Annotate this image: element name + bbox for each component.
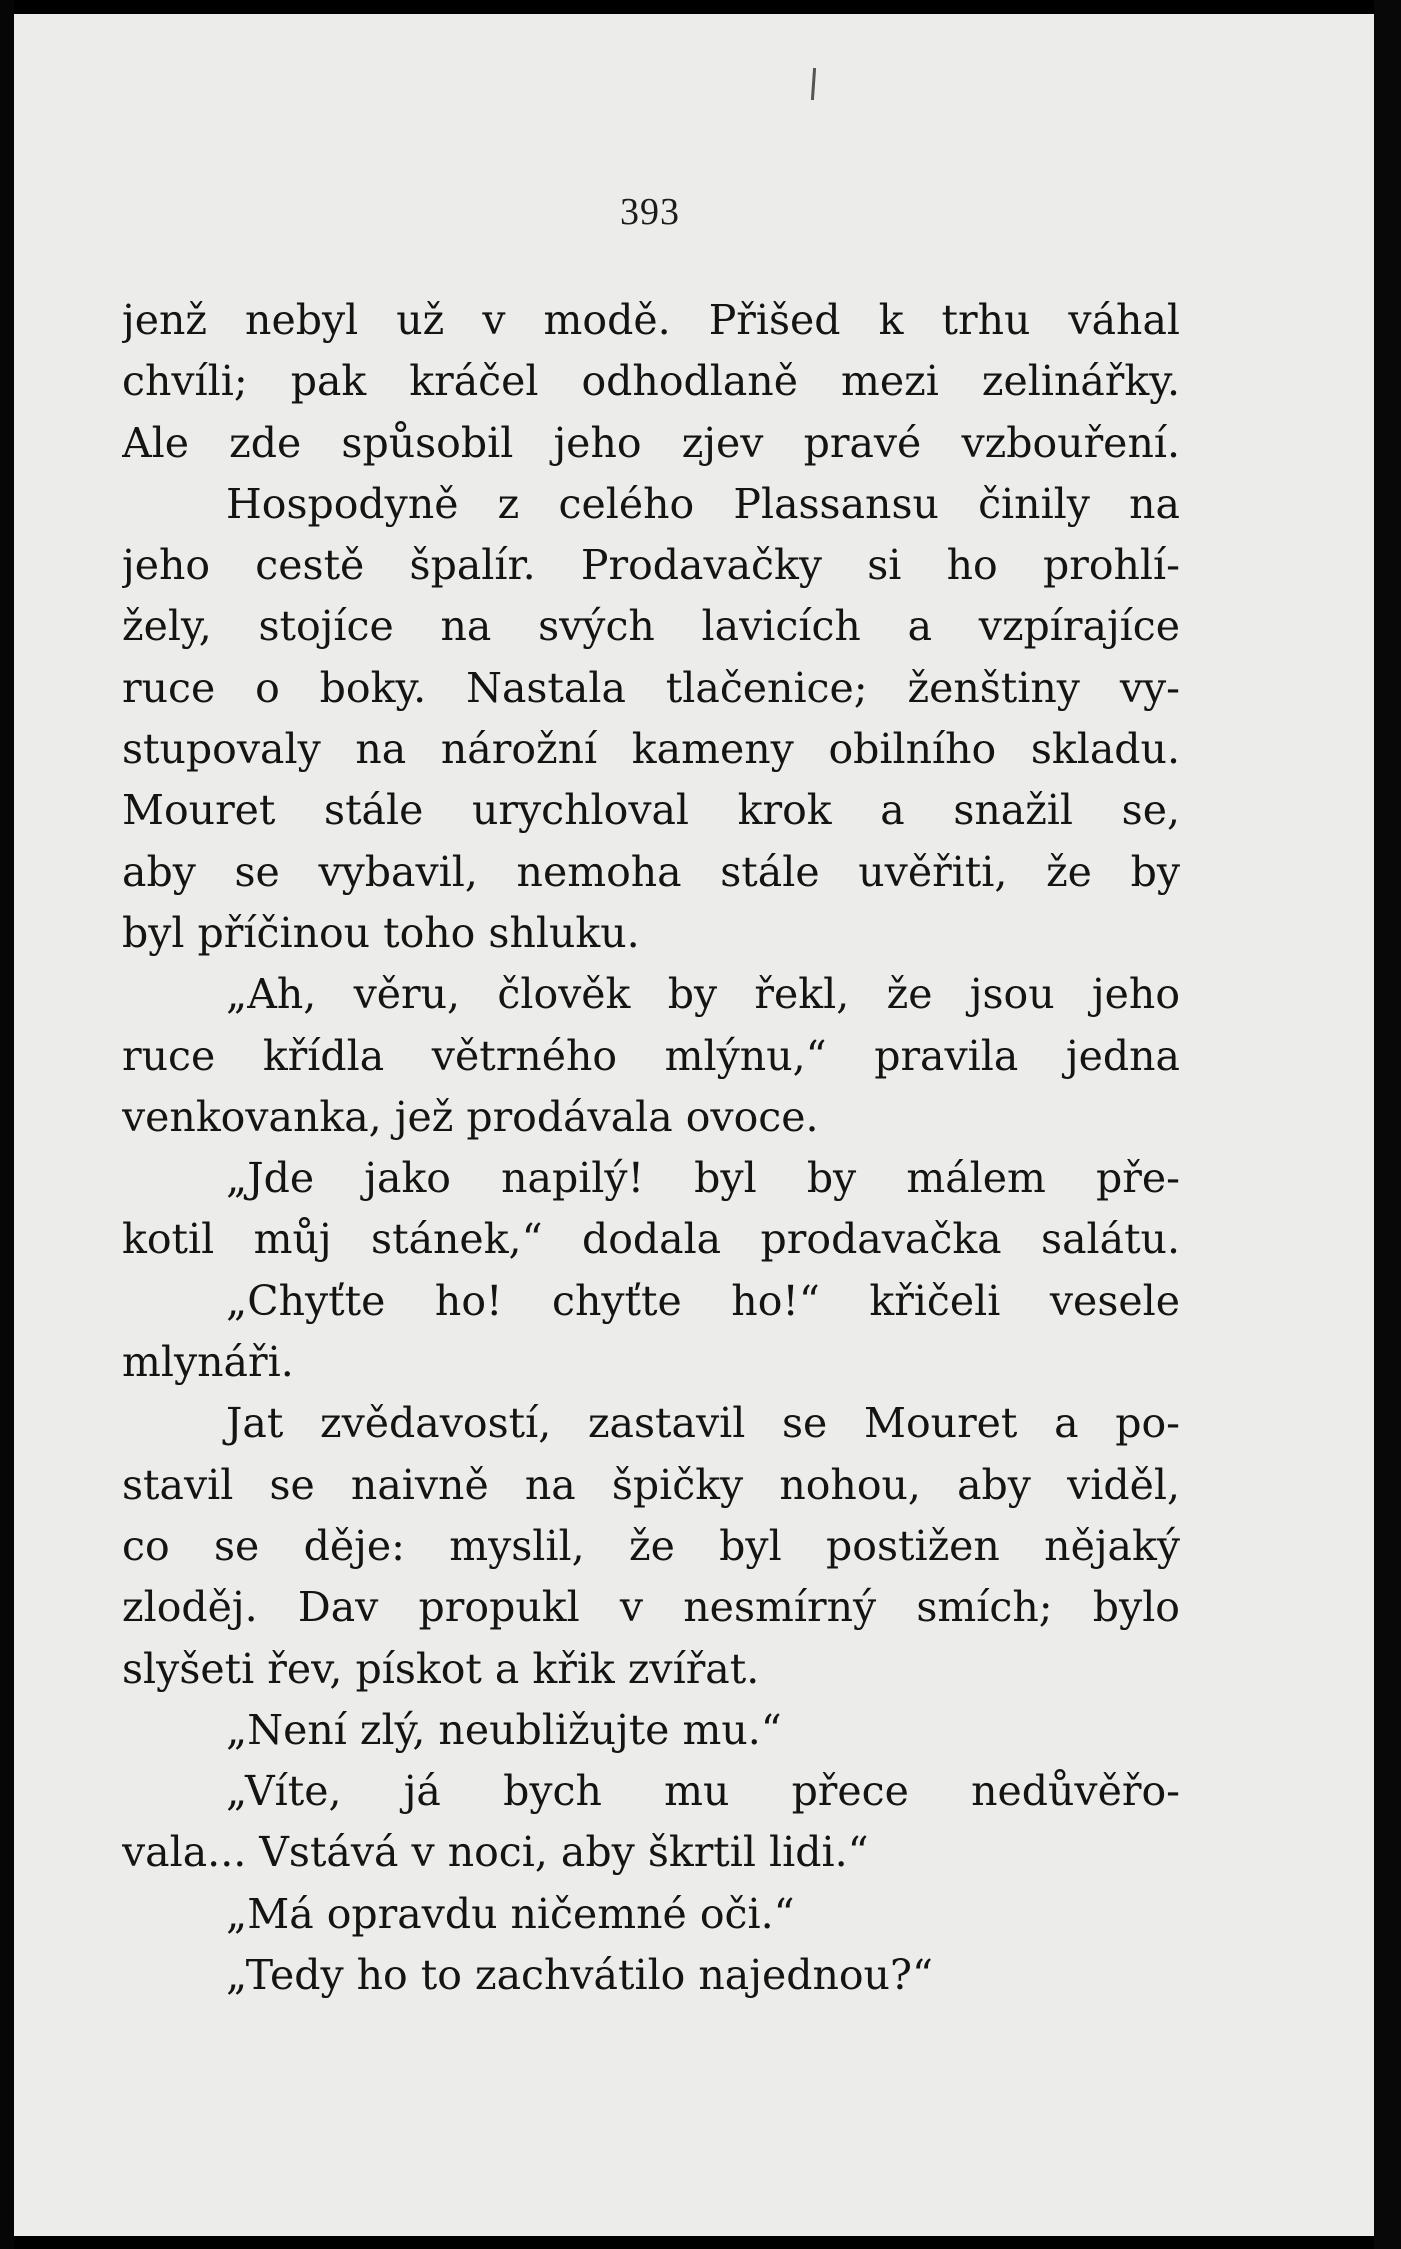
text-line: ruce křídla větrného mlýnu,“ pravila jedna: [122, 1031, 1180, 1080]
text-line: chvíli; pak kráčel odhodlaně mezi zelinářky.: [122, 357, 1180, 406]
text-line: venkovanka, jež prodávala ovoce.: [122, 1092, 819, 1141]
text-line: „Jde jako napilý! byl by málem pře-: [226, 1154, 1180, 1203]
text-line: stupovaly na nárožní kameny obilního skladu.: [122, 725, 1180, 774]
text-line: „Není zlý, neubližujte mu.“: [226, 1705, 782, 1754]
text-line: vala... Vstává v noci, aby škrtil lidi.“: [122, 1828, 869, 1877]
text-line: aby se vybavil, nemoha stále uvěřiti, že by: [122, 847, 1180, 896]
text-line: „Tedy ho to zachvátilo najednou?“: [226, 1951, 933, 2000]
text-line: „Víte, já bych mu přece nedůvěřo-: [226, 1767, 1180, 1816]
page-number: 393: [620, 191, 680, 233]
text-line: byl příčinou toho shluku.: [122, 908, 640, 957]
text-line: jeho cestě špalír. Prodavačky si ho prohlí-: [122, 541, 1180, 590]
text-line: zloděj. Dav propukl v nesmírný smích; bylo: [122, 1583, 1180, 1632]
text-line: ruce o boky. Nastala tlačenice; ženštiny vy-: [122, 663, 1180, 712]
text-line: žely, stojíce na svých lavicích a vzpírajíce: [122, 602, 1180, 651]
text-line: Jat zvědavostí, zastavil se Mouret a po-: [226, 1399, 1180, 1448]
body-text: [122, 290, 1180, 2006]
text-line: co se děje: myslil, že byl postižen nějaký: [122, 1521, 1180, 1570]
text-line: „Chyťte ho! chyťte ho!“ křičeli vesele: [226, 1276, 1180, 1325]
scan-border-left: [0, 0, 14, 2249]
text-line: slyšeti řev, pískot a křik zvířat.: [122, 1644, 760, 1693]
text-line: Ale zde spůsobil jeho zjev pravé vzbouření.: [122, 418, 1180, 467]
text-line: mlynáři.: [122, 1338, 294, 1387]
text-line: „Má opravdu ničemné oči.“: [226, 1889, 795, 1938]
text-line: stavil se naivně na špičky nohou, aby viděl,: [122, 1460, 1180, 1509]
text-line: „Ah, věru, člověk by řekl, že jsou jeho: [226, 970, 1180, 1019]
text-line: Mouret stále urychloval krok a snažil se,: [122, 786, 1180, 835]
scan-border-right: [1374, 0, 1401, 2249]
text-line: Hospodyně z celého Plassansu činily na: [226, 479, 1180, 528]
text-line: jenž nebyl už v modě. Přišed k trhu váhal: [122, 296, 1180, 344]
text-line: kotil můj stánek,“ dodala prodavačka salátu.: [122, 1215, 1180, 1264]
